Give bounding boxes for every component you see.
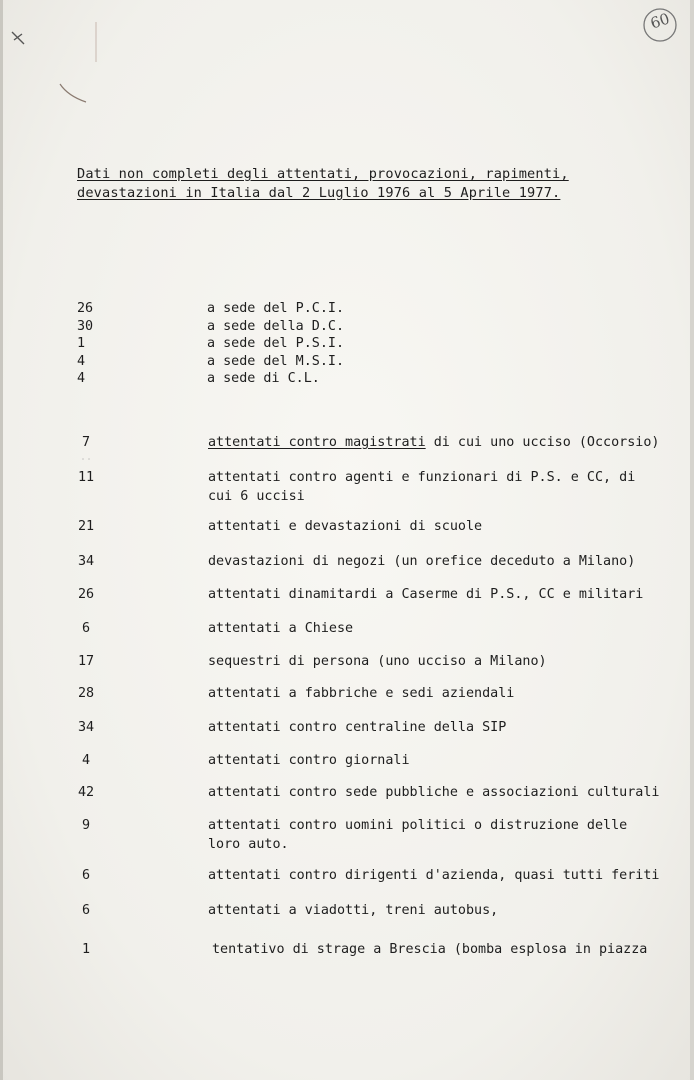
party-seat-list — [0, 301, 694, 389]
incident-text: attentati contro dirigenti d'azienda, quasi tutti feriti — [208, 868, 660, 883]
seat-count: 4 — [77, 371, 86, 386]
incident-count: 6 — [81, 621, 91, 636]
incident-count: 34 — [77, 720, 95, 735]
incident-count: 6 — [81, 903, 91, 918]
incident-count: 4 — [81, 753, 91, 768]
page-edge-right — [690, 0, 694, 1080]
page-edge-left — [0, 0, 3, 1080]
incident-text: attentati contro centraline della SIP — [208, 720, 507, 735]
incident-text: sequestri di persona (uno ucciso a Milano) — [208, 654, 547, 669]
incident-text: di cui uno ucciso (Occorsio) — [425, 435, 660, 450]
incident-count: 34 — [77, 554, 95, 569]
page-number: 60 — [648, 9, 672, 33]
incident-count: 7 — [81, 435, 91, 450]
incident-count: 26 — [77, 587, 95, 602]
list-item — [0, 354, 694, 372]
incident-underlined-text: attentati contro magistrati — [208, 435, 426, 450]
incident-text: attentati a viadotti, treni autobus, — [208, 903, 499, 918]
incident-count: 28 — [77, 686, 95, 701]
list-item — [0, 371, 694, 389]
incident-count: 11 — [77, 470, 95, 485]
incident-count: 1 — [81, 942, 91, 957]
incident-text: devastazioni di negozi (un orefice deceduto a Milano) — [208, 554, 636, 569]
incident-count: 17 — [77, 654, 95, 669]
list-item — [0, 301, 694, 319]
incident-text: tentativo di strage a Brescia (bomba esplosa in piazza — [212, 942, 648, 957]
seat-label: a sede di C.L. — [207, 371, 320, 386]
incident-count: 6 — [81, 868, 91, 883]
pencil-mark-icon — [8, 22, 108, 112]
title-line-1: Dati non completi degli attentati, provocazioni, rapimenti, — [77, 166, 569, 182]
list-item — [0, 336, 694, 354]
seat-label: a sede del M.S.I. — [207, 353, 345, 369]
incident-text: attentati e devastazioni di scuole — [208, 519, 483, 534]
seat-label: a sede del P.S.I. — [207, 336, 345, 351]
incident-text: attentati contro uomini politici o distruzione delle loro auto. — [208, 818, 628, 852]
seat-count: 1 — [77, 336, 86, 351]
document-title — [77, 165, 569, 203]
seat-count: 4 — [77, 353, 86, 369]
list-item — [0, 319, 694, 337]
faint-mark-icon: ˙˙ — [80, 458, 93, 469]
incident-count: 21 — [77, 519, 95, 534]
seat-count: 26 — [77, 301, 94, 316]
incident-text: attentati contro giornali — [208, 753, 410, 768]
incident-text: attentati dinamitardi a Caserme di P.S., CC e militari — [208, 587, 644, 602]
seat-label: a sede della D.C. — [207, 318, 345, 334]
incident-text: attentati contro sede pubbliche e associazioni culturali — [208, 785, 660, 800]
title-line-2: devastazioni in Italia dal 2 Luglio 1976 al 5 Aprile 1977. — [77, 185, 561, 201]
incident-text: attentati contro agenti e funzionari di P.S. e CC, di cui 6 uccisi — [208, 470, 636, 504]
incident-count: 9 — [81, 818, 91, 833]
incident-text: attentati a fabbriche e sedi aziendali — [208, 686, 515, 701]
incident-text: attentati a Chiese — [208, 621, 354, 636]
seat-label: a sede del P.C.I. — [207, 301, 345, 316]
incident-count: 42 — [77, 785, 95, 800]
seat-count: 30 — [77, 318, 94, 334]
incident-description — [208, 433, 688, 452]
